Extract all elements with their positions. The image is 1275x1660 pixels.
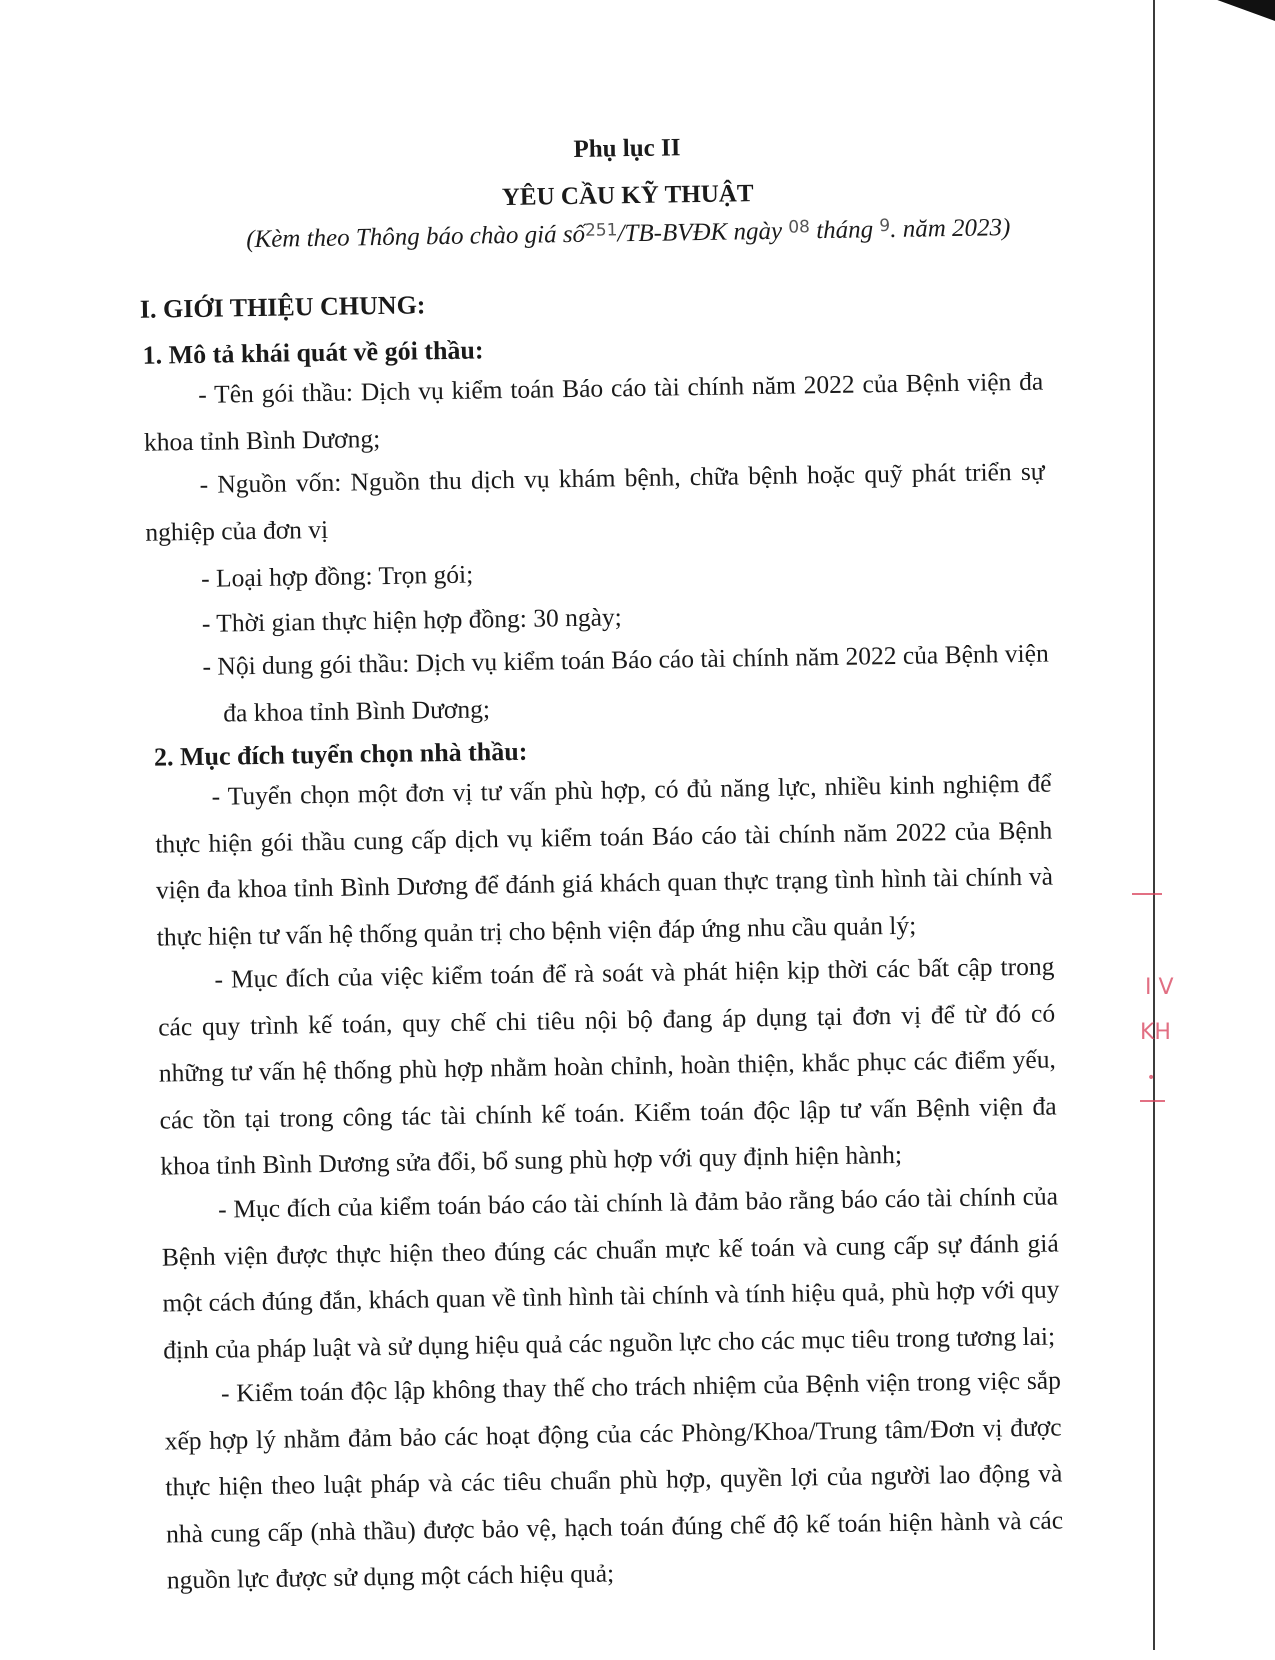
purpose-paragraph: - Mục đích của việc kiểm toán để rà soát và phát hiện kịp thời các bất cập trong các quy trình kế toán, quy chế chi tiêu nội bộ đang áp dụng tại đơn vị để từ đó có những tư vấn hệ thống phù hợp nhằm hoàn chỉnh, hoàn thiện, khắc phục các điểm yếu, các tồn tại trong công tác tài chính kế toán. Kiểm toán độc lập tư vấn Bệnh viện đa khoa tỉnh Bình Dương sửa đổi, bổ sung phù hợp với quy định hiện hành; [157, 951, 1057, 1181]
subsection-heading: 2. Mục đích tuyển chọn nhà thầu: [153, 736, 528, 772]
purpose-paragraph: - Mục đích của kiểm toán báo cáo tài chính là đảm bảo rằng báo cáo tài chính của Bệnh viện được thực hiện theo đúng các chuẩn mực kế toán và cung cấp sự đánh giá một cách đúng đắn, khách quan về tình hình tài chính và tính hiệu quả, phù hợp với quy định của pháp luật và sử dụng hiệu quả các nguồn lực cho các mục tiêu trong tương lai; [161, 1181, 1060, 1365]
handwritten-month: 9 [879, 215, 891, 237]
stamp-fragment-dot: • [1147, 1070, 1156, 1086]
content-line: đa khoa tỉnh Bình Dương; [223, 694, 491, 728]
purpose-paragraph: - Tuyển chọn một đơn vị tư vấn phù hợp, có đủ năng lực, nhiều kinh nghiệm để thực hiện gói thầu cung cấp dịch vụ kiểm toán Báo cáo tài chính năm 2022 của Bệnh viện đa khoa tỉnh Bình Dương để đánh giá khách quan thực trạng tình hình tài chính và thực hiện tư vấn hệ thống quản trị cho bệnh viện đáp ứng nhu cầu quản lý; [155, 768, 1054, 952]
subtitle-middle: /TB-BVĐK ngày [617, 217, 789, 248]
stamp-fragment-text: I V [1145, 975, 1174, 1000]
subtitle-prefix: (Kèm theo Thông báo chào giá số [246, 220, 586, 254]
package-name-paragraph: - Tên gói thầu: Dịch vụ kiểm toán Báo cáo tài chính năm 2022 của Bệnh viện đa khoa tỉnh Bình Dương; [143, 366, 1044, 457]
handwritten-day: 08 [788, 217, 811, 238]
funding-paragraph: - Nguồn vốn: Nguồn thu dịch vụ khám bệnh, chữa bệnh hoặc quỹ phát triển sự nghiệp của đơn vị [145, 456, 1045, 547]
content-line: - Nội dung gói thầu: Dịch vụ kiểm toán Báo cáo tài chính năm 2022 của Bệnh viện [202, 638, 1049, 681]
duration-line: - Thời gian thực hiện hợp đồng: 30 ngày; [201, 602, 622, 638]
document-subtitle [0, 210, 1266, 258]
subtitle-month-label: tháng [809, 216, 880, 245]
contract-type-line: - Loại hợp đồng: Trọn gói; [200, 559, 474, 593]
purpose-paragraph: - Kiểm toán độc lập không thay thế cho trách nhiệm của Bệnh viện trong việc sắp xếp hợp lý nhằm đảm bảo các hoạt động của các Phòng/Khoa/Trung tâm/Đơn vị được thực hiện theo luật pháp và các tiêu chuẩn phù hợp, quyền lợi của người lao động và nhà cung cấp (nhà thầu) được bảo vệ, hạch toán đúng chế độ kế toán hiện hành và các nguồn lực được sử dụng một cách hiệu quả; [164, 1365, 1064, 1595]
subsection-heading: 1. Mô tả khái quát về gói thầu: [142, 335, 484, 370]
section-heading: I. GIỚI THIỆU CHUNG: [139, 290, 426, 324]
stamp-fragment-text: KH [1140, 1020, 1171, 1045]
appendix-title: Phụ lục II [573, 134, 681, 163]
subtitle-suffix: . năm 2023) [890, 214, 1011, 243]
main-title: YÊU CẦU KỸ THUẬT [501, 180, 754, 212]
handwritten-number: 251 [584, 220, 618, 241]
